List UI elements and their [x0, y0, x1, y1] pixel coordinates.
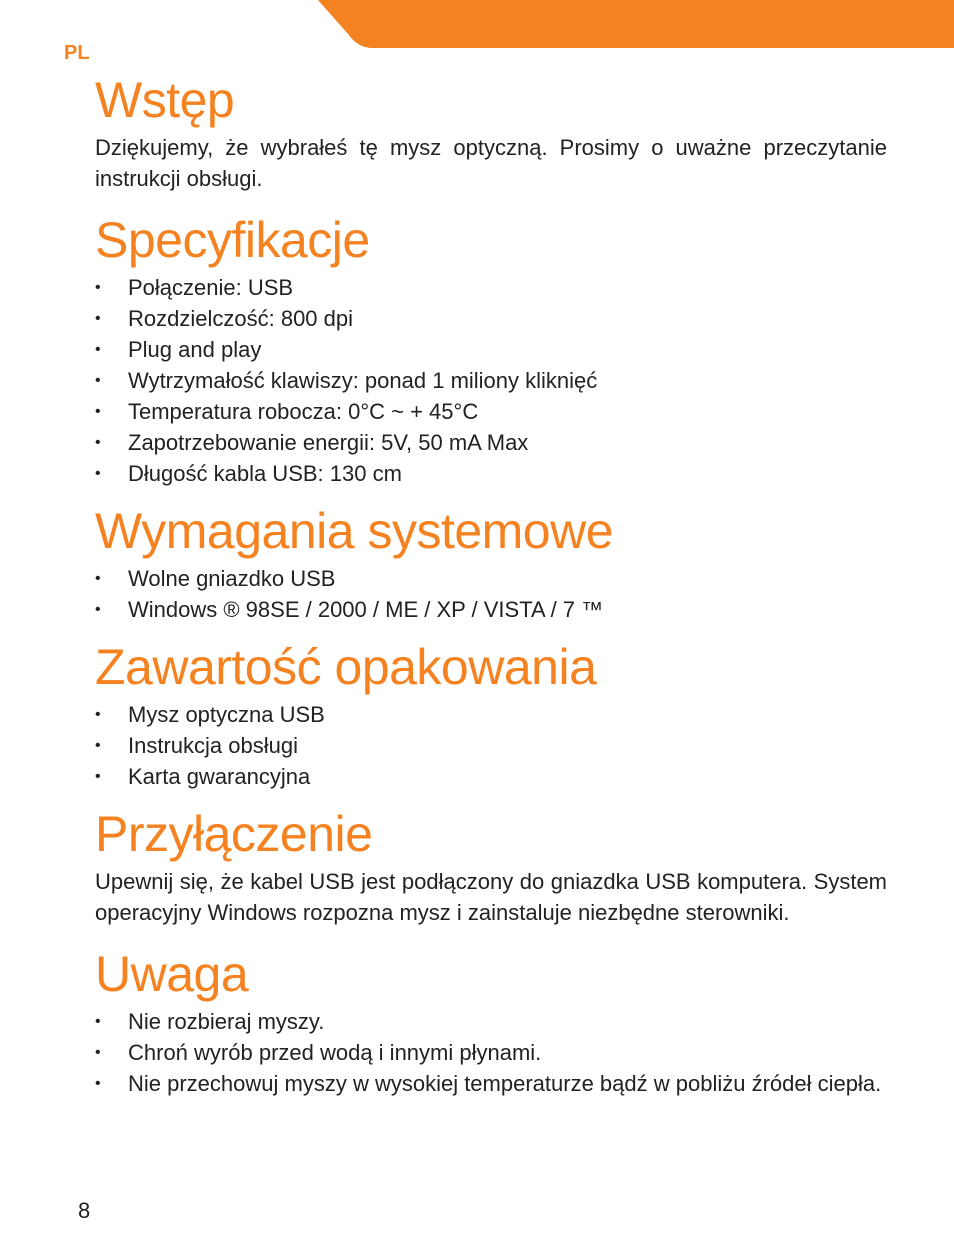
- list-item: • Wolne gniazdko USB: [95, 563, 887, 594]
- section-specs: [95, 208, 887, 489]
- list-item: • Nie przechowuj myszy w wysokiej temperaturze bądź w pobliżu źródeł ciepła.: [95, 1068, 887, 1099]
- section-connection: [95, 802, 887, 928]
- list-item: • Wytrzymałość klawiszy: ponad 1 miliony kliknięć: [95, 365, 887, 396]
- section-title-intro: Wstęp: [95, 72, 235, 128]
- section-intro: [95, 68, 887, 194]
- list-item: • Chroń wyrób przed wodą i innymi płynami.: [95, 1037, 887, 1068]
- list-item: • Mysz optyczna USB: [95, 699, 887, 730]
- requirements-list: [95, 563, 887, 625]
- intro-text: Dziękujemy, że wybrałeś tę mysz optyczną. Prosimy o uważne przeczytanie instrukcji obsługi.: [95, 135, 887, 191]
- list-item: • Karta gwarancyjna: [95, 761, 887, 792]
- list-item: • Rozdzielczość: 800 dpi: [95, 303, 887, 334]
- section-contents: [95, 635, 887, 792]
- warning-list: [95, 1006, 887, 1099]
- list-item: • Temperatura robocza: 0°C ~ + 45°C: [95, 396, 887, 427]
- contents-list: [95, 699, 887, 792]
- list-item: • Połączenie: USB: [95, 272, 887, 303]
- section-title-warning: Uwaga: [95, 946, 249, 1002]
- section-title-specs: Specyfikacje: [95, 212, 370, 268]
- connection-text: Upewnij się, że kabel USB jest podłączony do gniazdka USB komputera. System operacyjny Windows rozpozna mysz i zainstaluje niezbędne sterowniki.: [95, 869, 887, 925]
- section-title-connection: Przyłączenie: [95, 806, 373, 862]
- specs-list: [95, 272, 887, 489]
- section-warning: [95, 942, 887, 1099]
- list-item: • Długość kabla USB: 130 cm: [95, 458, 887, 489]
- section-title-contents: Zawartość opakowania: [95, 639, 597, 695]
- page-content: [95, 68, 887, 1099]
- header-accent-band: [0, 0, 954, 48]
- list-item: • Windows ® 98SE / 2000 / ME / XP / VISTA / 7 ™: [95, 594, 887, 625]
- section-title-requirements: Wymagania systemowe: [95, 503, 614, 559]
- page-number: 8: [78, 1198, 91, 1223]
- list-item: • Plug and play: [95, 334, 887, 365]
- section-requirements: [95, 499, 887, 625]
- language-tag: PL: [64, 42, 90, 64]
- list-item: • Zapotrzebowanie energii: 5V, 50 mA Max: [95, 427, 887, 458]
- list-item: • Nie rozbieraj myszy.: [95, 1006, 887, 1037]
- list-item: • Instrukcja obsługi: [95, 730, 887, 761]
